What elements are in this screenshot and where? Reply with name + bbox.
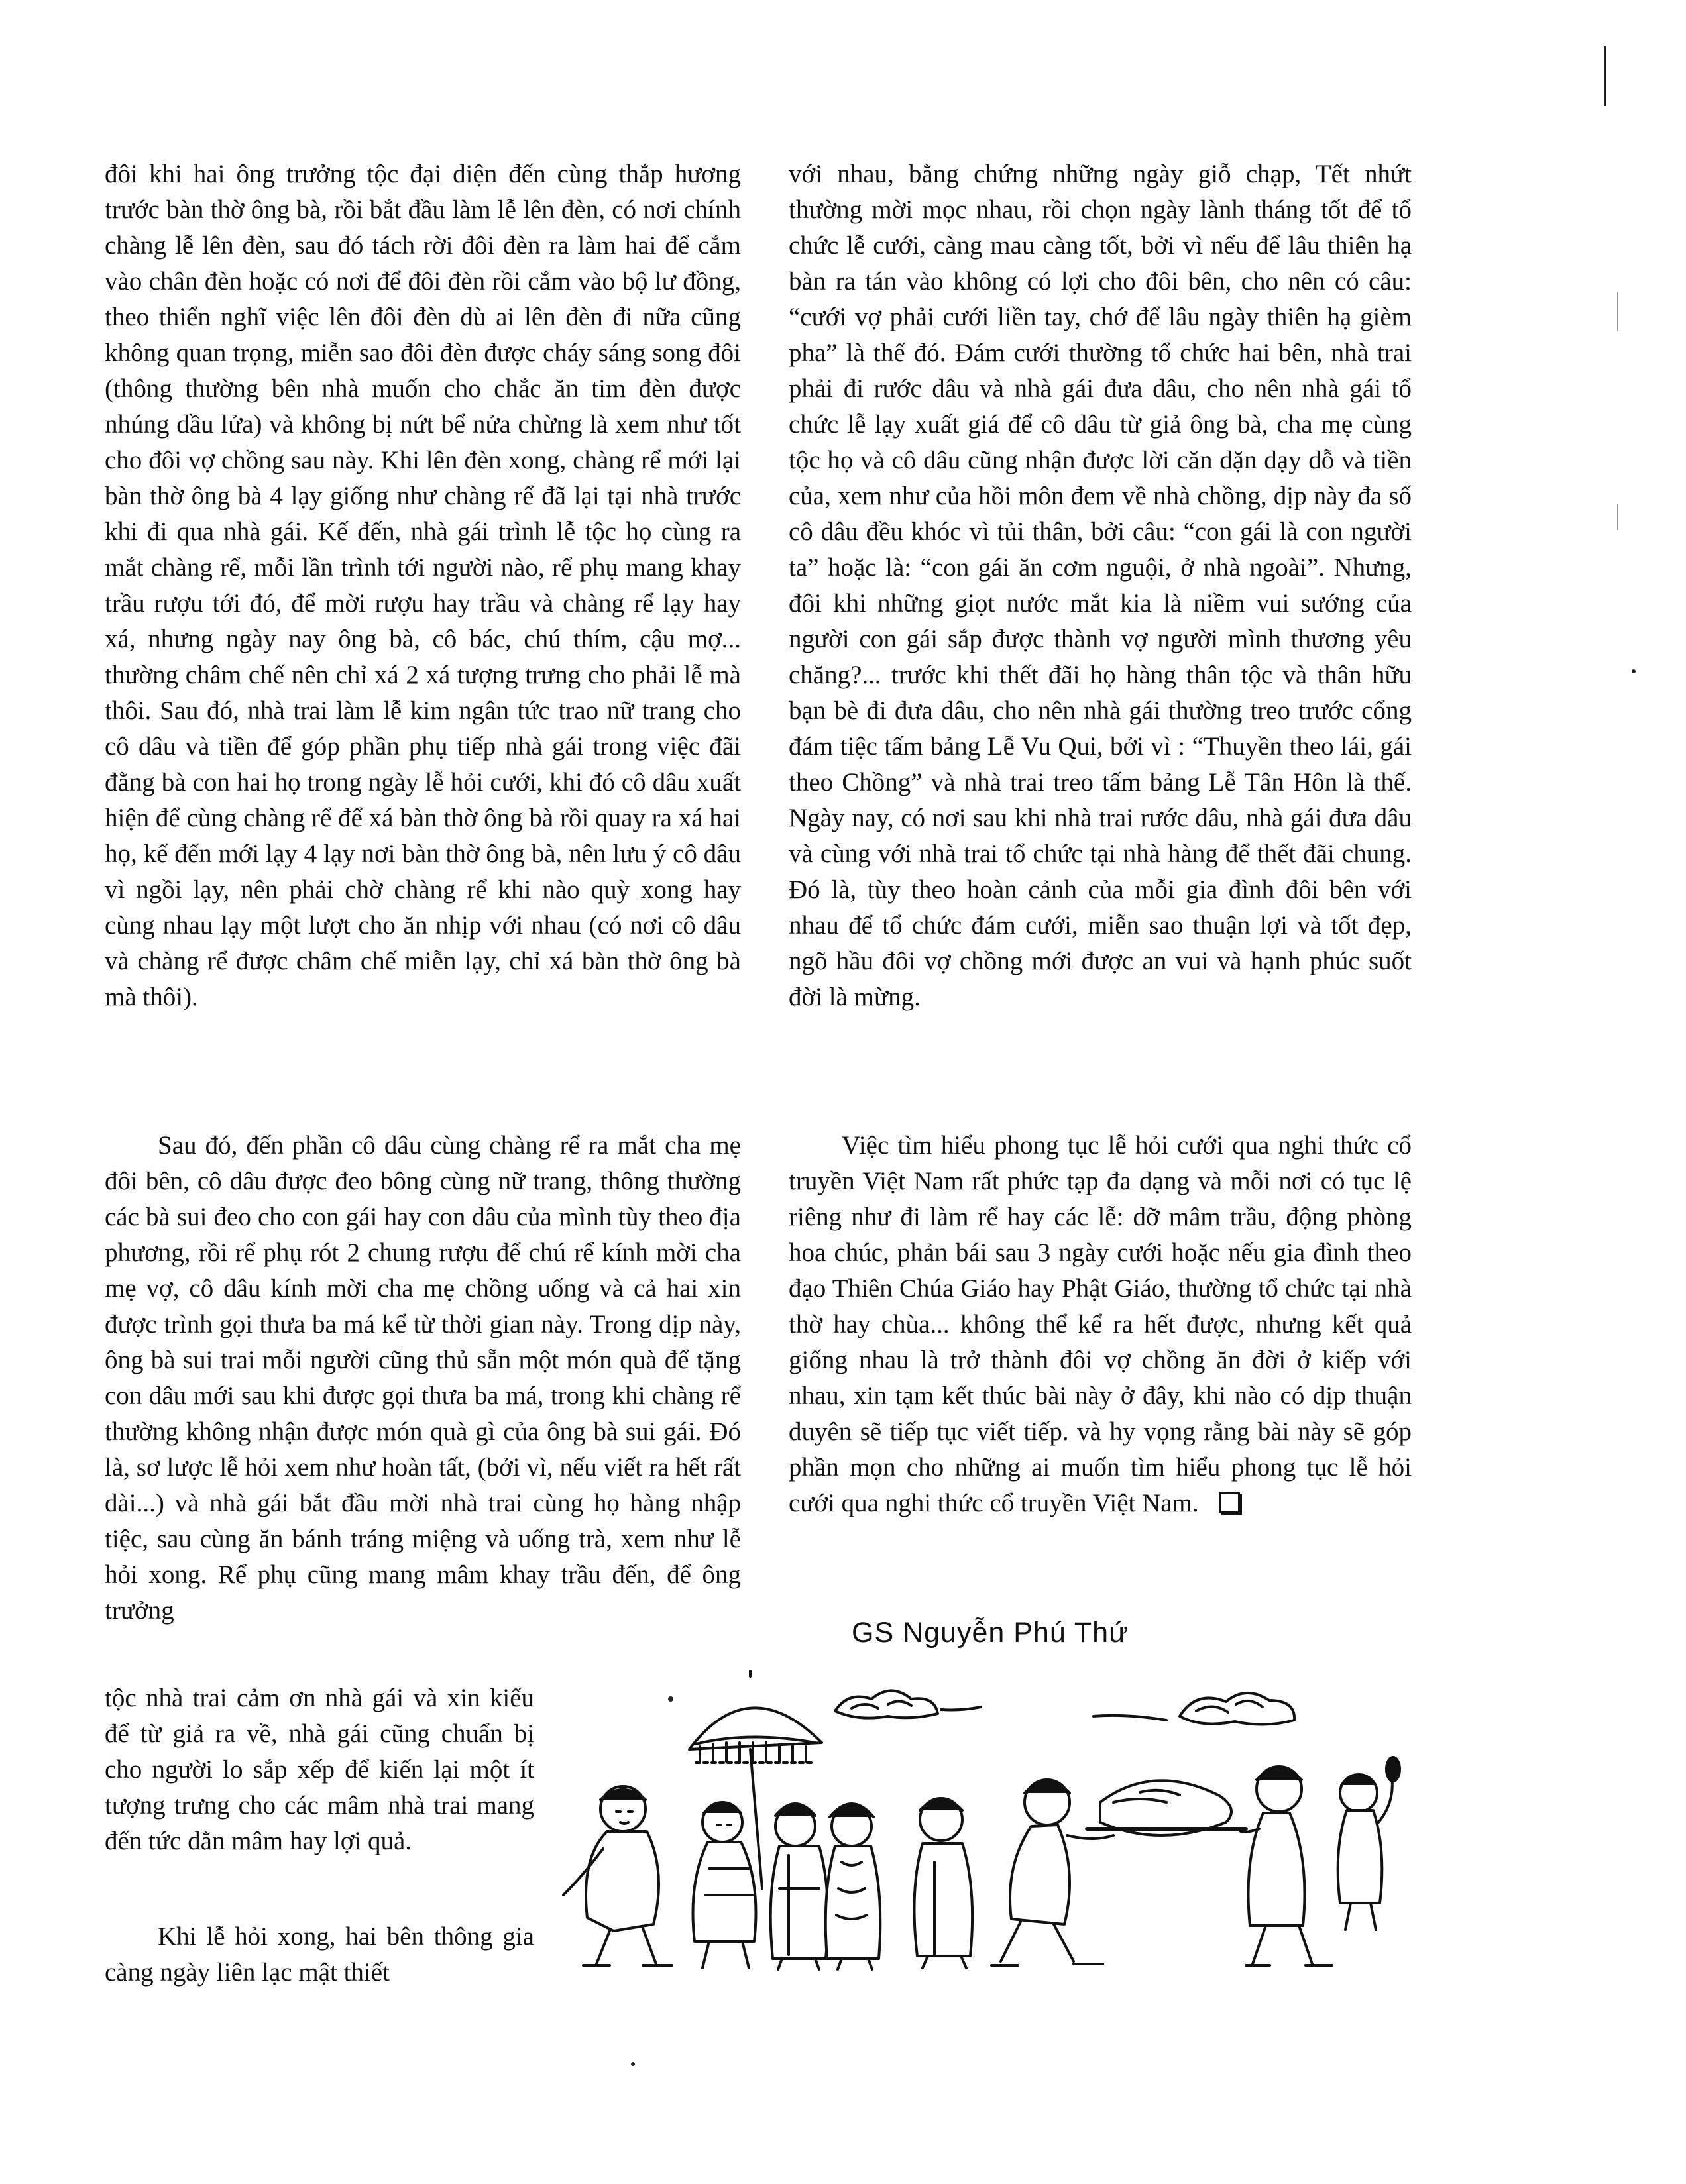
end-of-article-box-icon [1219, 1492, 1240, 1513]
col1-paragraph-1: đôi khi hai ông trưởng tộc đại diện đến cùng thắp hương trước bàn thờ ông bà, rồi bắt đầu làm lễ lên đèn, có nơi chính chàng lễ lên đèn, sau đó tách rời đôi đèn ra làm hai để cắm vào chân đèn hoặc có nơi để đôi đèn rồi cắm vào bộ lư đồng, theo thiển nghĩ việc lên đôi đèn dù ai lên đèn đi nữa cũng không quan trọng, miễn sao đôi đèn được cháy sáng song đôi (thông thường bên nhà muốn cho chắc ăn tim đèn được nhúng dầu lửa) và không bị nứt bể nửa chừng là xem như tốt cho đôi vợ chồng sau này. Khi lên đèn xong, chàng rể mới lại bàn thờ ông bà 4 lạy giống như chàng rể đã lại tại nhà trước khi đi qua nhà gái. Kế đến, nhà gái trình lễ tộc họ cùng ra mắt chàng rể, mỗi lần trình tới người nào, rể phụ mang khay trầu rượu tới đó, để mời rượu hay trầu và chàng rể lạy hay xá, nhưng ngày nay ông bà, cô bác, chú thím, cậu mợ... thường châm chế nên chỉ xá 2 xá tượng trưng cho phải lễ mà thôi. Sau đó, nhà trai làm lễ kim ngân tức trao nữ trang cho cô dâu và tiền để góp phần phụ tiếp nhà gái trong việc đãi đằng bà con hai họ trong ngày lễ hỏi cưới, khi đó cô dâu xuất hiện để cùng chàng rể để xá bàn thờ ông bà rồi quay ra xá hai họ, kế đến mới lạy 4 lạy nơi bàn thờ ông bà, nên lưu ý cô dâu vì ngồi lạy, nên phải chờ chàng rể khi nào quỳ xong hay cùng nhau lạy một lượt cho ăn nhịp với nhau (có nơi cô dâu và chàng rể được châm chế miễn lạy, chỉ xá bàn thờ ông bà mà thôi). [105, 160, 741, 1011]
figure-groom-icon [771, 1804, 828, 1969]
cloud-icon [1180, 1693, 1294, 1725]
cloud-trail [1094, 1716, 1166, 1720]
figure-rear-bearer-icon [1239, 1767, 1332, 1965]
col2-paragraph-2-text: Việc tìm hiểu phong tục lễ hỏi cưới qua nghi thức cổ truyền Việt Nam rất phức tạp đa dạng và mỗi nơi có tục lệ riêng như đi làm rể hay các lễ: dỡ mâm trầu, động phòng hoa chúc, phản bái sau 3 ngày cưới hoặc nếu gia đình theo đạo Thiên Chúa Giáo hay Phật Giáo, thường tổ chức tại nhà thờ hay chùa... không thể kể ra hết được, nhưng kết quả giống nhau là trở thành đôi vợ chồng ăn đời ở kiếp với nhau, xin tạm kết thúc bài này ở đây, khi nào có dịp thuận duyên sẽ tiếp tục viết tiếp. và hy vọng rằng bài này sẽ góp phần mọn cho những ai muốn tìm hiểu phong tục lễ hỏi cưới qua nghi thức cổ truyền Việt Nam. [789, 1131, 1412, 1517]
figure-elder-icon [563, 1786, 672, 1965]
scan-mark [1617, 292, 1618, 331]
scan-mark [1617, 504, 1618, 530]
figure-guest-icon [915, 1798, 973, 1968]
figure-tray-bearer-icon [991, 1780, 1113, 1965]
cloud-icon [835, 1691, 981, 1718]
figure-boy-icon [1338, 1757, 1400, 1930]
col1-paragraph-2-continued: tộc nhà trai cảm ơn nhà gái và xin kiếu để từ giả ra về, nhà gái cũng chuẩn bị cho người lo sắp xếp để kiến lại một ít tượng trưng cho các mâm nhà trai mang đến tức dằn mâm hay lợi quả. [105, 1684, 534, 1855]
col2-paragraph-1: với nhau, bằng chứng những ngày giỗ chạp, Tết nhứt thường mời mọc nhau, rồi chọn ngày lành tháng tốt để tổ chức lễ cưới, càng mau càng tốt, bởi vì nếu để lâu thiên hạ bàn ra tán vào không có lợi cho đôi bên, cho nên có câu: “cưới vợ phải cưới liền tay, chớ để lâu ngày thiên hạ gièm pha” là thế đó. Đám cưới thường tổ chức hai bên, nhà trai phải đi rước dâu và nhà gái đưa dâu, cho nên nhà gái tổ chức lễ lạy xuất giá để cô dâu từ giả ông bà, cha mẹ cùng tộc họ và cô dâu cũng nhận được lời căn dặn dạy dỗ và tiền của, xem như của hồi môn đem về nhà chồng, dịp này đa số cô dâu đều khóc vì tủi thân, bởi câu: “con gái là con người ta” hoặc là: “con gái ăn cơm nguội, ở nhà ngoài”. Nhưng, đôi khi những giọt nước mắt kia là niềm vui sướng của người con gái sắp được thành vợ người mình thương yêu chăng?... trước khi thết đãi họ hàng thân tộc và thân hữu bạn bè đi đưa dâu, cho nên nhà gái thường treo trước cổng đám tiệc tấm bảng Lễ Vu Qui, bởi vì : “Thuyền theo lái, gái theo Chồng” và nhà trai treo tấm bảng Lễ Tân Hôn là thế. Ngày nay, có nơi sau khi nhà trai rước dâu, nhà gái đưa dâu và cùng với nhà trai tổ chức tại nhà hàng để thết đãi chung. Đó là, tùy theo hoàn cảnh của mỗi gia đình đôi bên với nhau để tổ chức đám cưới, miễn sao thuận lợi và tốt đẹp, ngõ hầu đôi vợ chồng mới được an vui và hạnh phúc suốt đời là mừng. [789, 160, 1412, 1011]
figure-bride-icon [826, 1804, 881, 1969]
roast-pig-offering-icon [1087, 1780, 1246, 1835]
col1-paragraph-2: Sau đó, đến phần cô dâu cùng chàng rể ra mắt cha mẹ đôi bên, cô dâu được đeo bông cùng nữ trang, thông thường các bà sui đeo cho con gái hay con dâu của mình tùy theo địa phương, rồi rể phụ rót 2 chung rượu để chú rể kính mời cha mẹ vợ, cô dâu kính mời cha mẹ chồng uống và cả hai xin được trình gọi thưa ba má kể từ thời gian này. Trong dịp này, ông bà sui trai mỗi người cũng thủ sẵn một món quà để tặng con dâu mới sau khi được gọi thưa ba má, trong khi chàng rể thường không nhận được món quà gì của ông bà sui gái. Đó là, sơ lược lễ hỏi xem như hoàn tất, (bởi vì, nếu viết ra hết rất dài...) và nhà gái bắt đầu mời nhà trai cùng họ hàng nhập tiệc, sau cùng ăn bánh tráng miệng và uống trà, xem như lễ hỏi xong. Rể phụ cũng mang mâm khay trầu đến, để ông trưởng [105, 1131, 741, 1625]
wedding-procession-illustration [543, 1670, 1405, 1981]
col1-paragraph-3: Khi lễ hỏi xong, hai bên thông gia càng ngày liên lạc mật thiết [105, 1922, 534, 1987]
author-signature: GS Nguyễn Phú Thứ [852, 1617, 1129, 1649]
figure-umbrella-bearer-icon [693, 1802, 756, 1968]
scan-mark [1604, 46, 1606, 106]
scan-dot [631, 2062, 635, 2066]
col2-paragraph-2 [789, 1128, 1412, 1521]
scan-dot [1632, 669, 1636, 673]
